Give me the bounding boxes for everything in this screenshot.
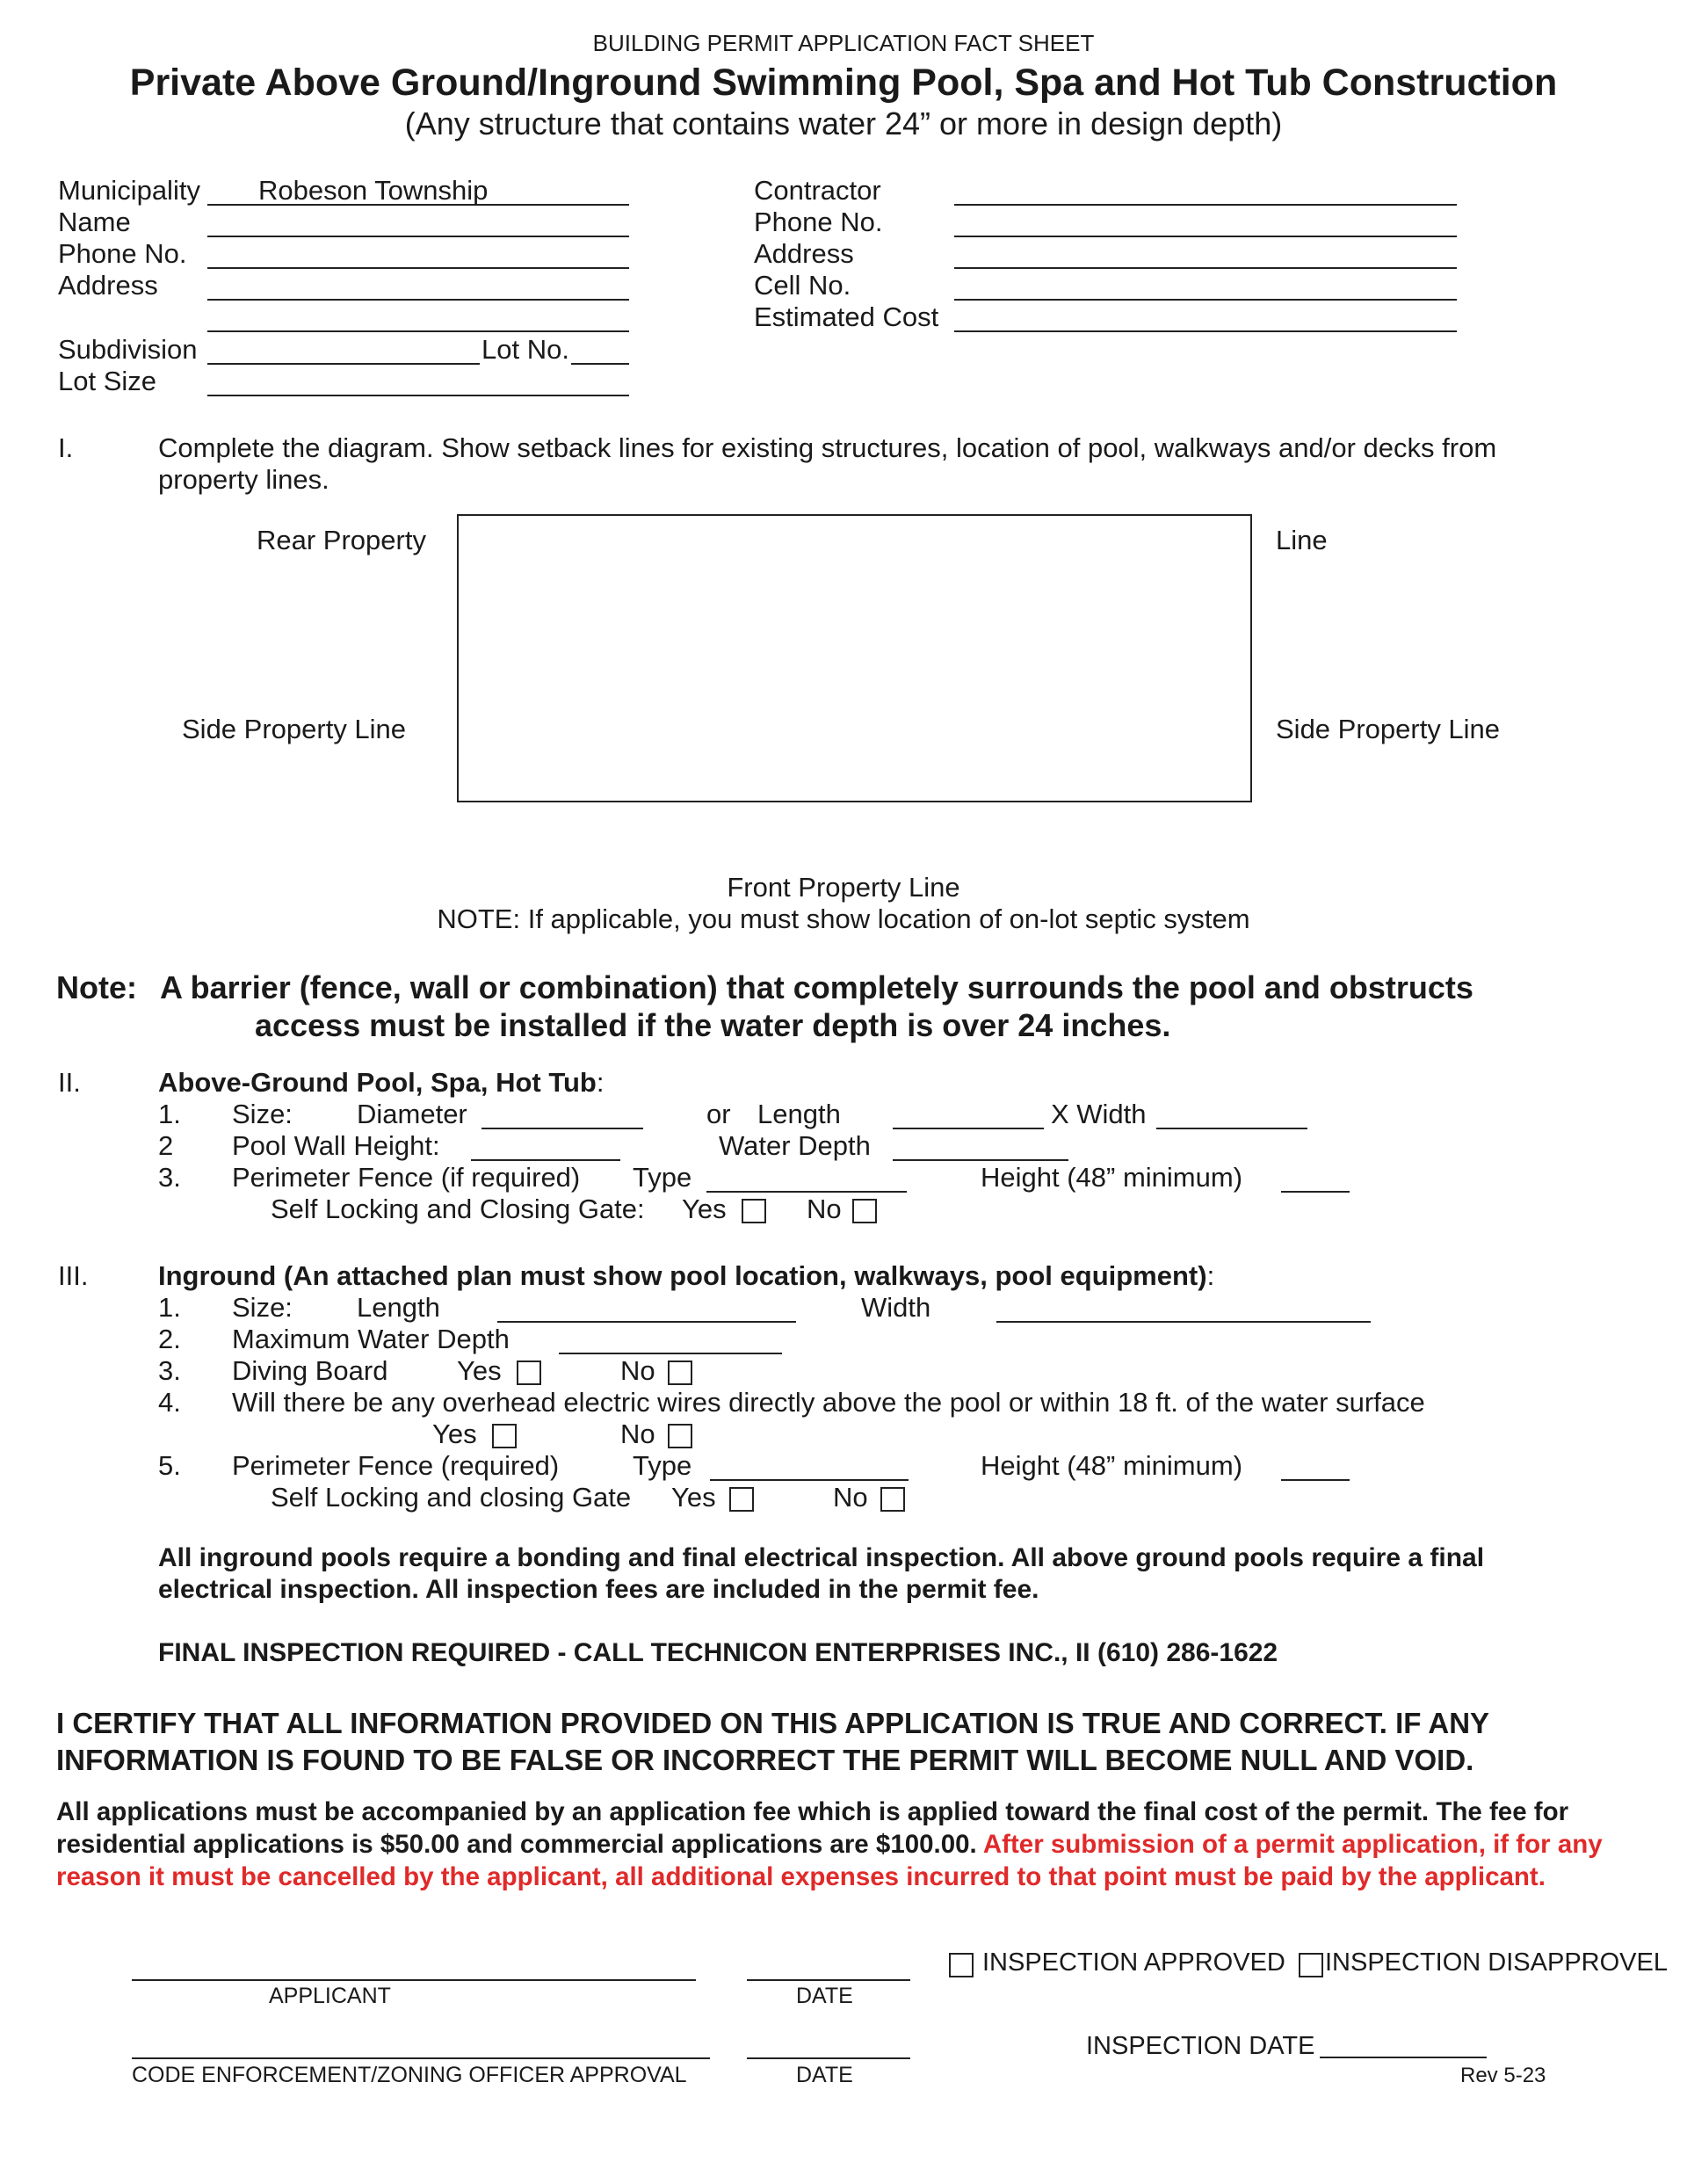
inspection-approved-label: INSPECTION APPROVED <box>982 1948 1285 1977</box>
section-1-numeral: I. <box>58 432 74 463</box>
s3-gate-yes-label: Yes <box>671 1482 716 1513</box>
s2-water-depth-field[interactable] <box>893 1159 1068 1161</box>
s3-diving-no-checkbox[interactable] <box>668 1360 692 1385</box>
s2-gate-yes-label: Yes <box>682 1194 727 1224</box>
rear-line-label: Line <box>1276 525 1328 555</box>
contractor-phone-field[interactable] <box>954 236 1457 237</box>
section-3-heading-colon: : <box>1206 1260 1215 1291</box>
barrier-note-line2: access must be installed if the water depth is over 24 inches. <box>255 1007 1171 1043</box>
s3-item-3-number: 3. <box>158 1355 181 1386</box>
s2-fence-label: Perimeter Fence (if required) <box>232 1162 581 1193</box>
inspection-date-label: INSPECTION DATE <box>1086 2032 1315 2060</box>
s2-type-label: Type <box>633 1162 692 1193</box>
barrier-note-line1: A barrier (fence, wall or combination) that completely surrounds the pool and obstructs <box>160 969 1473 1005</box>
s2-height-label: Height (48” minimum) <box>981 1162 1243 1193</box>
contractor-field[interactable] <box>954 204 1457 206</box>
s2-wall-height-label: Pool Wall Height: <box>232 1130 440 1161</box>
barrier-note-label: Note: <box>56 969 137 1005</box>
s3-max-depth-label: Maximum Water Depth <box>232 1324 510 1354</box>
page-title: Private Above Ground/Inground Swimming Pool, Spa and Hot Tub Construction <box>129 62 1558 104</box>
inspection-date-line[interactable] <box>1320 2057 1487 2058</box>
subdivision-label: Subdivision <box>58 334 198 365</box>
section-3-heading <box>158 1260 1214 1292</box>
s3-height-label: Height (48” minimum) <box>981 1450 1243 1481</box>
final-inspection-text: FINAL INSPECTION REQUIRED - CALL TECHNICON ENTERPRISES INC., II (610) 286-1622 <box>158 1638 1278 1667</box>
s2-or-label: or <box>706 1099 731 1129</box>
fee-text: All applications must be accompanied by an application fee which is applied toward the final cost of the permit. The fee for residential applications is $50.00 and commercial applications are $100.00. <box>56 1797 1569 1859</box>
subdivision-field[interactable] <box>207 363 480 365</box>
lot-no-field[interactable] <box>571 363 629 365</box>
lot-size-label: Lot Size <box>58 366 157 396</box>
municipality-label: Municipality <box>58 175 200 206</box>
s3-length-label: Length <box>357 1292 440 1323</box>
section-1-instructions: Complete the diagram. Show setback lines for existing structures, location of pool, walkways and/or decks from property lines. <box>158 432 1497 495</box>
s2-gate-no-checkbox[interactable] <box>852 1199 877 1223</box>
septic-note: NOTE: If applicable, you must show location of on-lot septic system <box>437 903 1250 934</box>
s3-diving-yes-checkbox[interactable] <box>517 1360 541 1385</box>
officer-date-label: DATE <box>796 2063 853 2087</box>
s3-diving-label: Diving Board <box>232 1355 388 1386</box>
estimated-cost-label: Estimated Cost <box>754 301 939 332</box>
s3-width-label: Width <box>861 1292 931 1323</box>
cancellation-text: After submission of a permit application, if for any reason it must be cancelled by the applicant, all additional expenses incurred to that point must be paid by the applicant. <box>56 1830 1603 1891</box>
inspection-disapproved-checkbox[interactable] <box>1299 1953 1323 1977</box>
inspection-disapproved-label: INSPECTION DISAPPROVEL <box>1325 1948 1668 1977</box>
s2-length-field[interactable] <box>893 1128 1044 1129</box>
s2-width-field[interactable] <box>1156 1128 1307 1129</box>
s2-diameter-label: Diameter <box>357 1099 467 1129</box>
s3-length-field[interactable] <box>497 1321 796 1323</box>
name-label: Name <box>58 207 131 237</box>
address-field[interactable] <box>207 299 629 301</box>
applicant-signature-line[interactable] <box>132 1979 696 1981</box>
inspection-approved-checkbox[interactable] <box>949 1953 974 1977</box>
officer-date-line[interactable] <box>747 2057 910 2059</box>
address-field-line2[interactable] <box>207 330 629 332</box>
contractor-phone-label: Phone No. <box>754 207 883 237</box>
officer-signature-line[interactable] <box>132 2057 710 2059</box>
s3-fence-label: Perimeter Fence (required) <box>232 1450 560 1481</box>
address-label: Address <box>58 270 158 301</box>
rear-property-label: Rear Property <box>257 525 426 555</box>
s3-width-field[interactable] <box>996 1321 1371 1323</box>
s3-type-label: Type <box>633 1450 692 1481</box>
applicant-date-line[interactable] <box>747 1979 910 1981</box>
name-field[interactable] <box>207 236 629 237</box>
s2-item-3-number: 3. <box>158 1162 181 1193</box>
certify-line2: INFORMATION IS FOUND TO BE FALSE OR INCORRECT THE PERMIT WILL BECOME NULL AND VOID. <box>56 1744 1474 1776</box>
certify-line1: I CERTIFY THAT ALL INFORMATION PROVIDED ON THIS APPLICATION IS TRUE AND CORRECT. IF ANY <box>56 1707 1490 1739</box>
fact-sheet-heading: BUILDING PERMIT APPLICATION FACT SHEET <box>592 30 1095 56</box>
estimated-cost-field[interactable] <box>954 330 1457 332</box>
side-property-left-label: Side Property Line <box>182 714 407 744</box>
s3-fence-height-field[interactable] <box>1281 1479 1350 1481</box>
s2-gate-label: Self Locking and Closing Gate: <box>271 1194 645 1224</box>
section-2-heading-text: Above-Ground Pool, Spa, Hot Tub <box>158 1067 597 1098</box>
contractor-address-field[interactable] <box>954 267 1457 269</box>
cell-field[interactable] <box>954 299 1457 301</box>
s3-item-5-number: 5. <box>158 1450 181 1481</box>
side-property-right-label: Side Property Line <box>1276 714 1501 744</box>
page-subtitle: (Any structure that contains water 24” or more in design depth) <box>404 105 1283 141</box>
section-2-heading <box>158 1067 604 1099</box>
s3-item-2-number: 2. <box>158 1324 181 1354</box>
s3-wires-no-checkbox[interactable] <box>668 1424 692 1448</box>
s3-diving-no-label: No <box>620 1355 655 1386</box>
s3-gate-no-label: No <box>833 1482 868 1513</box>
s3-wires-no-label: No <box>620 1419 655 1449</box>
s3-diving-yes-label: Yes <box>457 1355 502 1386</box>
s2-diameter-field[interactable] <box>481 1128 643 1129</box>
front-property-label: Front Property Line <box>727 872 960 903</box>
lot-no-label: Lot No. <box>481 334 569 365</box>
s2-fence-height-field[interactable] <box>1281 1191 1350 1193</box>
bonding-inspection-text: All inground pools require a bonding and final electrical inspection. All above ground pools require a final electrical inspection. All inspection fees are included in the permit fee. <box>158 1543 1485 1604</box>
phone-field[interactable] <box>207 267 629 269</box>
municipality-value: Robeson Township <box>258 175 489 206</box>
s2-item-1-number: 1. <box>158 1099 181 1129</box>
section-3-heading-text: Inground (An attached plan must show pool location, walkways, pool equipment) <box>158 1260 1207 1291</box>
s3-size-label: Size: <box>232 1292 293 1323</box>
s3-max-depth-field[interactable] <box>559 1353 782 1354</box>
s2-length-label: Length <box>757 1099 841 1129</box>
s2-gate-no-label: No <box>807 1194 842 1224</box>
s3-gate-yes-checkbox[interactable] <box>729 1487 754 1512</box>
section-3-numeral: III. <box>58 1260 89 1291</box>
phone-label: Phone No. <box>58 238 187 269</box>
section-2-heading-colon: : <box>596 1067 605 1098</box>
cell-label: Cell No. <box>754 270 851 301</box>
s2-xwidth-label: X Width <box>1051 1099 1147 1129</box>
s3-wires-yes-checkbox[interactable] <box>492 1424 517 1448</box>
applicant-label: APPLICANT <box>269 1984 391 2008</box>
applicant-date-label: DATE <box>796 1984 853 2008</box>
lot-size-field[interactable] <box>207 395 629 396</box>
s3-item-4-number: 4. <box>158 1387 181 1418</box>
s2-fence-type-field[interactable] <box>706 1191 907 1193</box>
s3-item-1-number: 1. <box>158 1292 181 1323</box>
s2-item-2-number: 2 <box>158 1130 174 1161</box>
s3-gate-no-checkbox[interactable] <box>880 1487 905 1512</box>
contractor-address-label: Address <box>754 238 854 269</box>
fee-paragraph <box>56 1796 1647 1893</box>
s3-gate-label: Self Locking and closing Gate <box>271 1482 632 1513</box>
s3-wires-yes-label: Yes <box>432 1419 477 1449</box>
s2-water-depth-label: Water Depth <box>719 1130 871 1161</box>
s2-gate-yes-checkbox[interactable] <box>742 1199 766 1223</box>
revision-label: Rev 5-23 <box>1460 2064 1546 2087</box>
s2-wall-height-field[interactable] <box>471 1159 620 1161</box>
contractor-label: Contractor <box>754 175 881 206</box>
officer-approval-label: CODE ENFORCEMENT/ZONING OFFICER APPROVAL <box>132 2063 687 2087</box>
s2-size-label: Size: <box>232 1099 293 1129</box>
s3-fence-type-field[interactable] <box>710 1479 909 1481</box>
site-diagram-box[interactable] <box>457 514 1252 802</box>
s3-wires-label: Will there be any overhead electric wires directly above the pool or within 18 ft. of the water surface <box>232 1387 1425 1418</box>
section-2-numeral: II. <box>58 1067 81 1098</box>
